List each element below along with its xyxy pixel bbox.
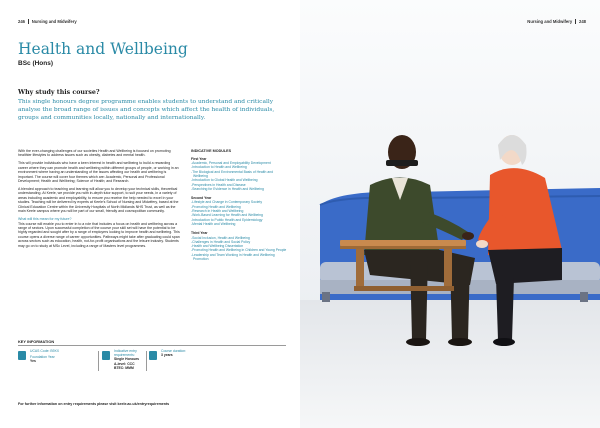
duration-icon [149,351,157,360]
indicative-modules [191,149,287,266]
course-title: Health and Wellbeing [18,40,188,58]
year-label: Second Year [191,196,212,201]
module-item: -Perspectives in Health and Disease [191,182,246,187]
requirements-alevel: A-level: CCC [114,361,135,366]
module-item: -Challenges in Health and Social Policy [191,239,251,244]
module-item: -Introduction to Public Health and Epidemiology [191,217,263,222]
module-item: -Introduction to Global Health and Wellbeing [191,178,258,183]
module-item: -Leadership and Team Working in Health and Wellbeing Promotion [191,252,275,262]
module-item: -Lifestyle and Change in Contemporary Society [191,200,263,205]
module-item: -Promoting Health and Wellbeing [191,204,241,209]
module-item: -Health and Wellbeing Dissertation [191,244,244,249]
course-award: BSc (Hons) [18,60,54,67]
description-paragraph: This course will enable you to enter in to a role that includes a focus on health and wellbeing across a range of sectors. Upon successful completion of the course your skill set will have the potential to be highly regarded and sought after by a range of employers looking to improve health and wellbeing. This course opens a diverse range of career opportunities. Pathways might take after graduating could span across sectors such as education, health, not-for-profit organisations and the leisure industry. Students may go on to study at MSc Level, including a range of Masters level programmes. [18,221,180,248]
right-section-name: Nursing and Midwifery [527,19,573,24]
why-study-heading: Why study this course? [18,89,100,96]
key-info-requirements [102,349,146,375]
footer-note: For further information on entry requirements please visit keele.ac.uk/entryrequirements [18,402,170,406]
future-heading: What will this mean for my future? [18,217,72,222]
module-item: -Research in Health and Wellbeing [191,209,244,214]
module-item: -Promoting Health and Wellbeing in Children and Young People [191,248,287,253]
module-list [191,236,287,262]
duration-value: 3 years [161,353,173,358]
key-info-divider [146,351,147,371]
module-item: -Social Inclusion, Health and Wellbeing [191,235,250,240]
key-info-duration [149,349,219,375]
requirements-value: Single Honours [114,357,140,362]
right-page-number: 248 [579,19,586,24]
module-item: -Work-Based Learning for Health and Wellbeing [191,213,263,218]
description-paragraph: This will provide individuals who have a keen interest in health and wellbeing to build a rewarding career where they can promote health and wellbeing within different groups of people, or working in an environment where having an understanding of the issues affecting our health and wellbeing is important. The course will cover four themes which are: Academic, Personal and Professional Development; Health and Wellbeing; Science of Health; and Research. [18,161,179,184]
year-label: Third Year [191,231,208,236]
key-information-rule [18,345,286,346]
right-folio [527,19,586,24]
left-section-name: Nursing and Midwifery [31,19,77,24]
two-people-talking-on-sofa-photo [300,0,600,428]
right-page [300,0,600,428]
folio-separator [28,19,29,24]
module-item: -Academic, Personal and Employability Development [191,161,271,166]
duration-label: Course duration: [161,349,187,353]
module-list [191,161,287,191]
module-item: -Introduction to Health and Wellbeing [191,165,247,170]
photo-floor [300,300,600,428]
module-list [191,200,287,226]
foundation-year-label: Foundation Year [30,355,55,360]
ucas-code: UCAS Code: B9XX [30,349,60,353]
ucas-icon [18,351,26,360]
description-paragraph: A blended approach to teaching and learning will allow you to develop your technical skills, theoretical understanding. At Keele, we provide you with in-depth tutor support, to suit your needs, in a variety of areas including academic and employability, to ensure you receive the help needed to excel in your studies. Teaching will be delivered by experts at Keele's School of Nursing and Midwifery, based at the Clinical Education Centre within the University Hospitals of North Midlands NHS Trust, as well as the main Keele campus where you will be part of our small, friendly and cosmopolitan community. [18,186,179,214]
requirements-icon [102,351,110,360]
year-label: First Year [191,156,207,161]
module-item: -The Biological and Environmental Basis of Health and Wellbeing [191,169,273,178]
foundation-year-value: Yes [30,359,36,364]
module-item: -Mental Health and Wellbeing [191,221,236,226]
modules-heading: INDICATIVE MODULES [191,149,232,153]
left-folio [18,19,77,24]
left-page-number: 246 [18,19,25,24]
key-info-ucas [18,349,100,375]
folio-separator [575,19,576,24]
requirements-btec: BTEC: MMM [114,365,134,370]
key-information-heading: KEY INFORMATION [18,339,55,344]
module-item: -Searching for Evidence in Health and Wellbeing [191,186,264,191]
requirements-label: Indicative entry requirements: [114,349,137,358]
key-info-divider [98,351,99,371]
description-paragraph: With the ever-changing challenges of our societies Health and Wellbeing is focused on promoting healthier lifestyles to address issues such as obesity, diabetes and mental health. [18,149,171,158]
why-study-intro: This single honours degree programme enables students to understand and critically analyse the broad range of issues and concepts which affect the health of individuals, groups and communities locally, nationally and internationally. [18,99,275,122]
course-description [18,149,181,252]
